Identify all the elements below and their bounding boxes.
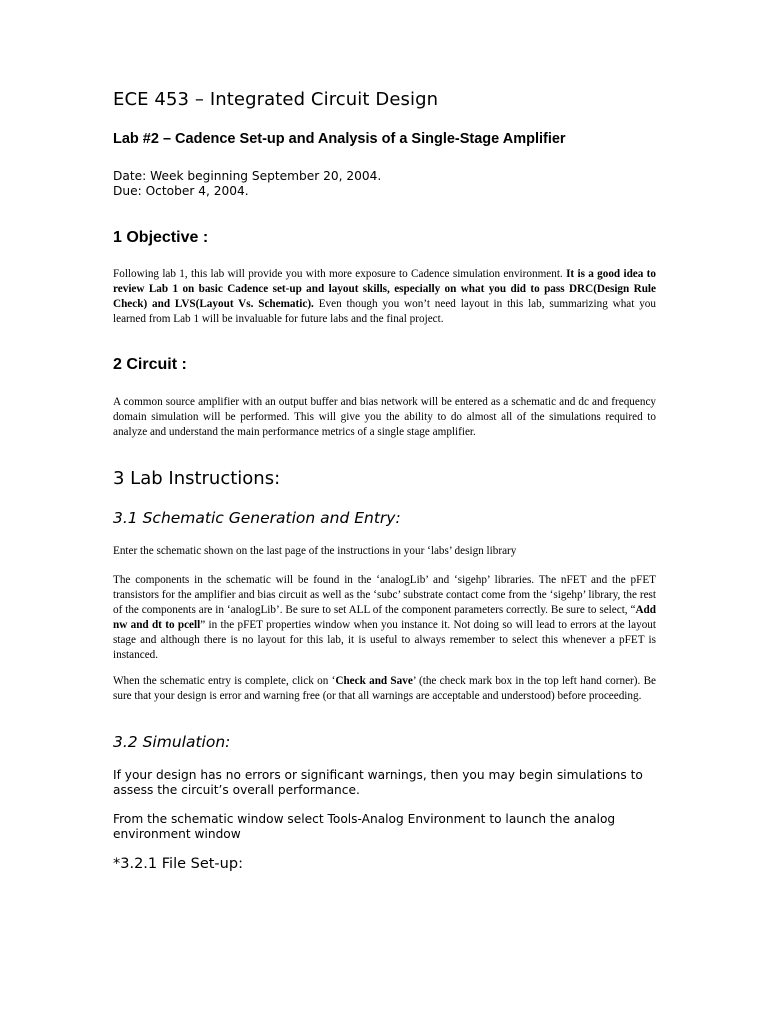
schematic-p3-bold: Check and Save — [335, 675, 413, 687]
schematic-p3-text-b: ’ (the check mark box in the top left hand corner). Be sure that your design is error and warning free (or that all warnings are acceptable and understood) before proceeding. — [113, 675, 656, 702]
due-line: Due: October 4, 2004. — [113, 184, 249, 198]
circuit-paragraph: A common source amplifier with an output buffer and bias network will be entered as a schematic and dc and frequency domain simulation will be performed. This will give you the ability to do almost all of the simulations required to analyze and understand the main performance metrics of a single stage amplifier. — [113, 396, 656, 438]
simulation-heading: 3.2 Simulation: — [113, 733, 231, 751]
objective-heading: 1 Objective : — [113, 229, 209, 246]
lab-instructions-heading: 3 Lab Instructions: — [113, 468, 281, 489]
schematic-heading: 3.1 Schematic Generation and Entry: — [113, 509, 401, 527]
circuit-heading: 2 Circuit : — [113, 356, 187, 373]
objective-paragraph — [113, 267, 656, 327]
objective-text-intro: Following lab 1, this lab will provide you with more exposure to Cadence simulation environment. — [113, 268, 567, 280]
schematic-paragraph-2 — [113, 573, 656, 663]
schematic-p2-bold: Add nw and dt to pcell — [113, 604, 656, 631]
objective-text-rest: Even though you won’t need layout in this lab, summarizing what you learned from Lab 1 will be invaluable for future labs and the final project. — [113, 298, 656, 325]
schematic-paragraph-3 — [113, 674, 656, 704]
date-block — [113, 169, 656, 199]
schematic-p3-text-a: When the schematic entry is complete, click on ‘ — [113, 675, 336, 687]
document-title: ECE 453 – Integrated Circuit Design — [113, 89, 439, 110]
schematic-paragraph-1: Enter the schematic shown on the last page of the instructions in your ‘labs’ design library — [113, 545, 517, 557]
file-setup-heading: *3.2.1 File Set-up: — [113, 856, 243, 872]
simulation-paragraph-1: If your design has no errors or significant warnings, then you may begin simulations to assess the circuit’s overall performance. — [113, 768, 643, 797]
schematic-p2-text-a: The components in the schematic will be found in the ‘analogLib’ and ‘sigehp’ libraries. The nFET and the pFET transistors for the amplifier and bias circuit as well as the ‘subc’ substrate contact come from the ‘sigehp’ library, the rest of the components are in ‘analogLib’. Be sure to set ALL of the component parameters correctly. Be sure to select, “ — [113, 574, 656, 616]
schematic-p2-text-b: ” in the pFET properties window when you instance it. Not doing so will lead to errors at the layout stage and although there is no layout for this lab, it is useful to always remember to select this whenever a pFET is instanced. — [113, 619, 656, 661]
lab-title: Lab #2 – Cadence Set-up and Analysis of a Single-Stage Amplifier — [113, 131, 566, 147]
objective-text-bold: It is a good idea to review Lab 1 on basic Cadence set-up and layout skills, especially on what you did to pass DRC(Design Rule Check) and LVS(Layout Vs. Schematic). — [113, 268, 656, 310]
date-line: Date: Week beginning September 20, 2004. — [113, 169, 382, 183]
simulation-paragraph-2: From the schematic window select Tools-Analog Environment to launch the analog environment window — [113, 812, 616, 841]
